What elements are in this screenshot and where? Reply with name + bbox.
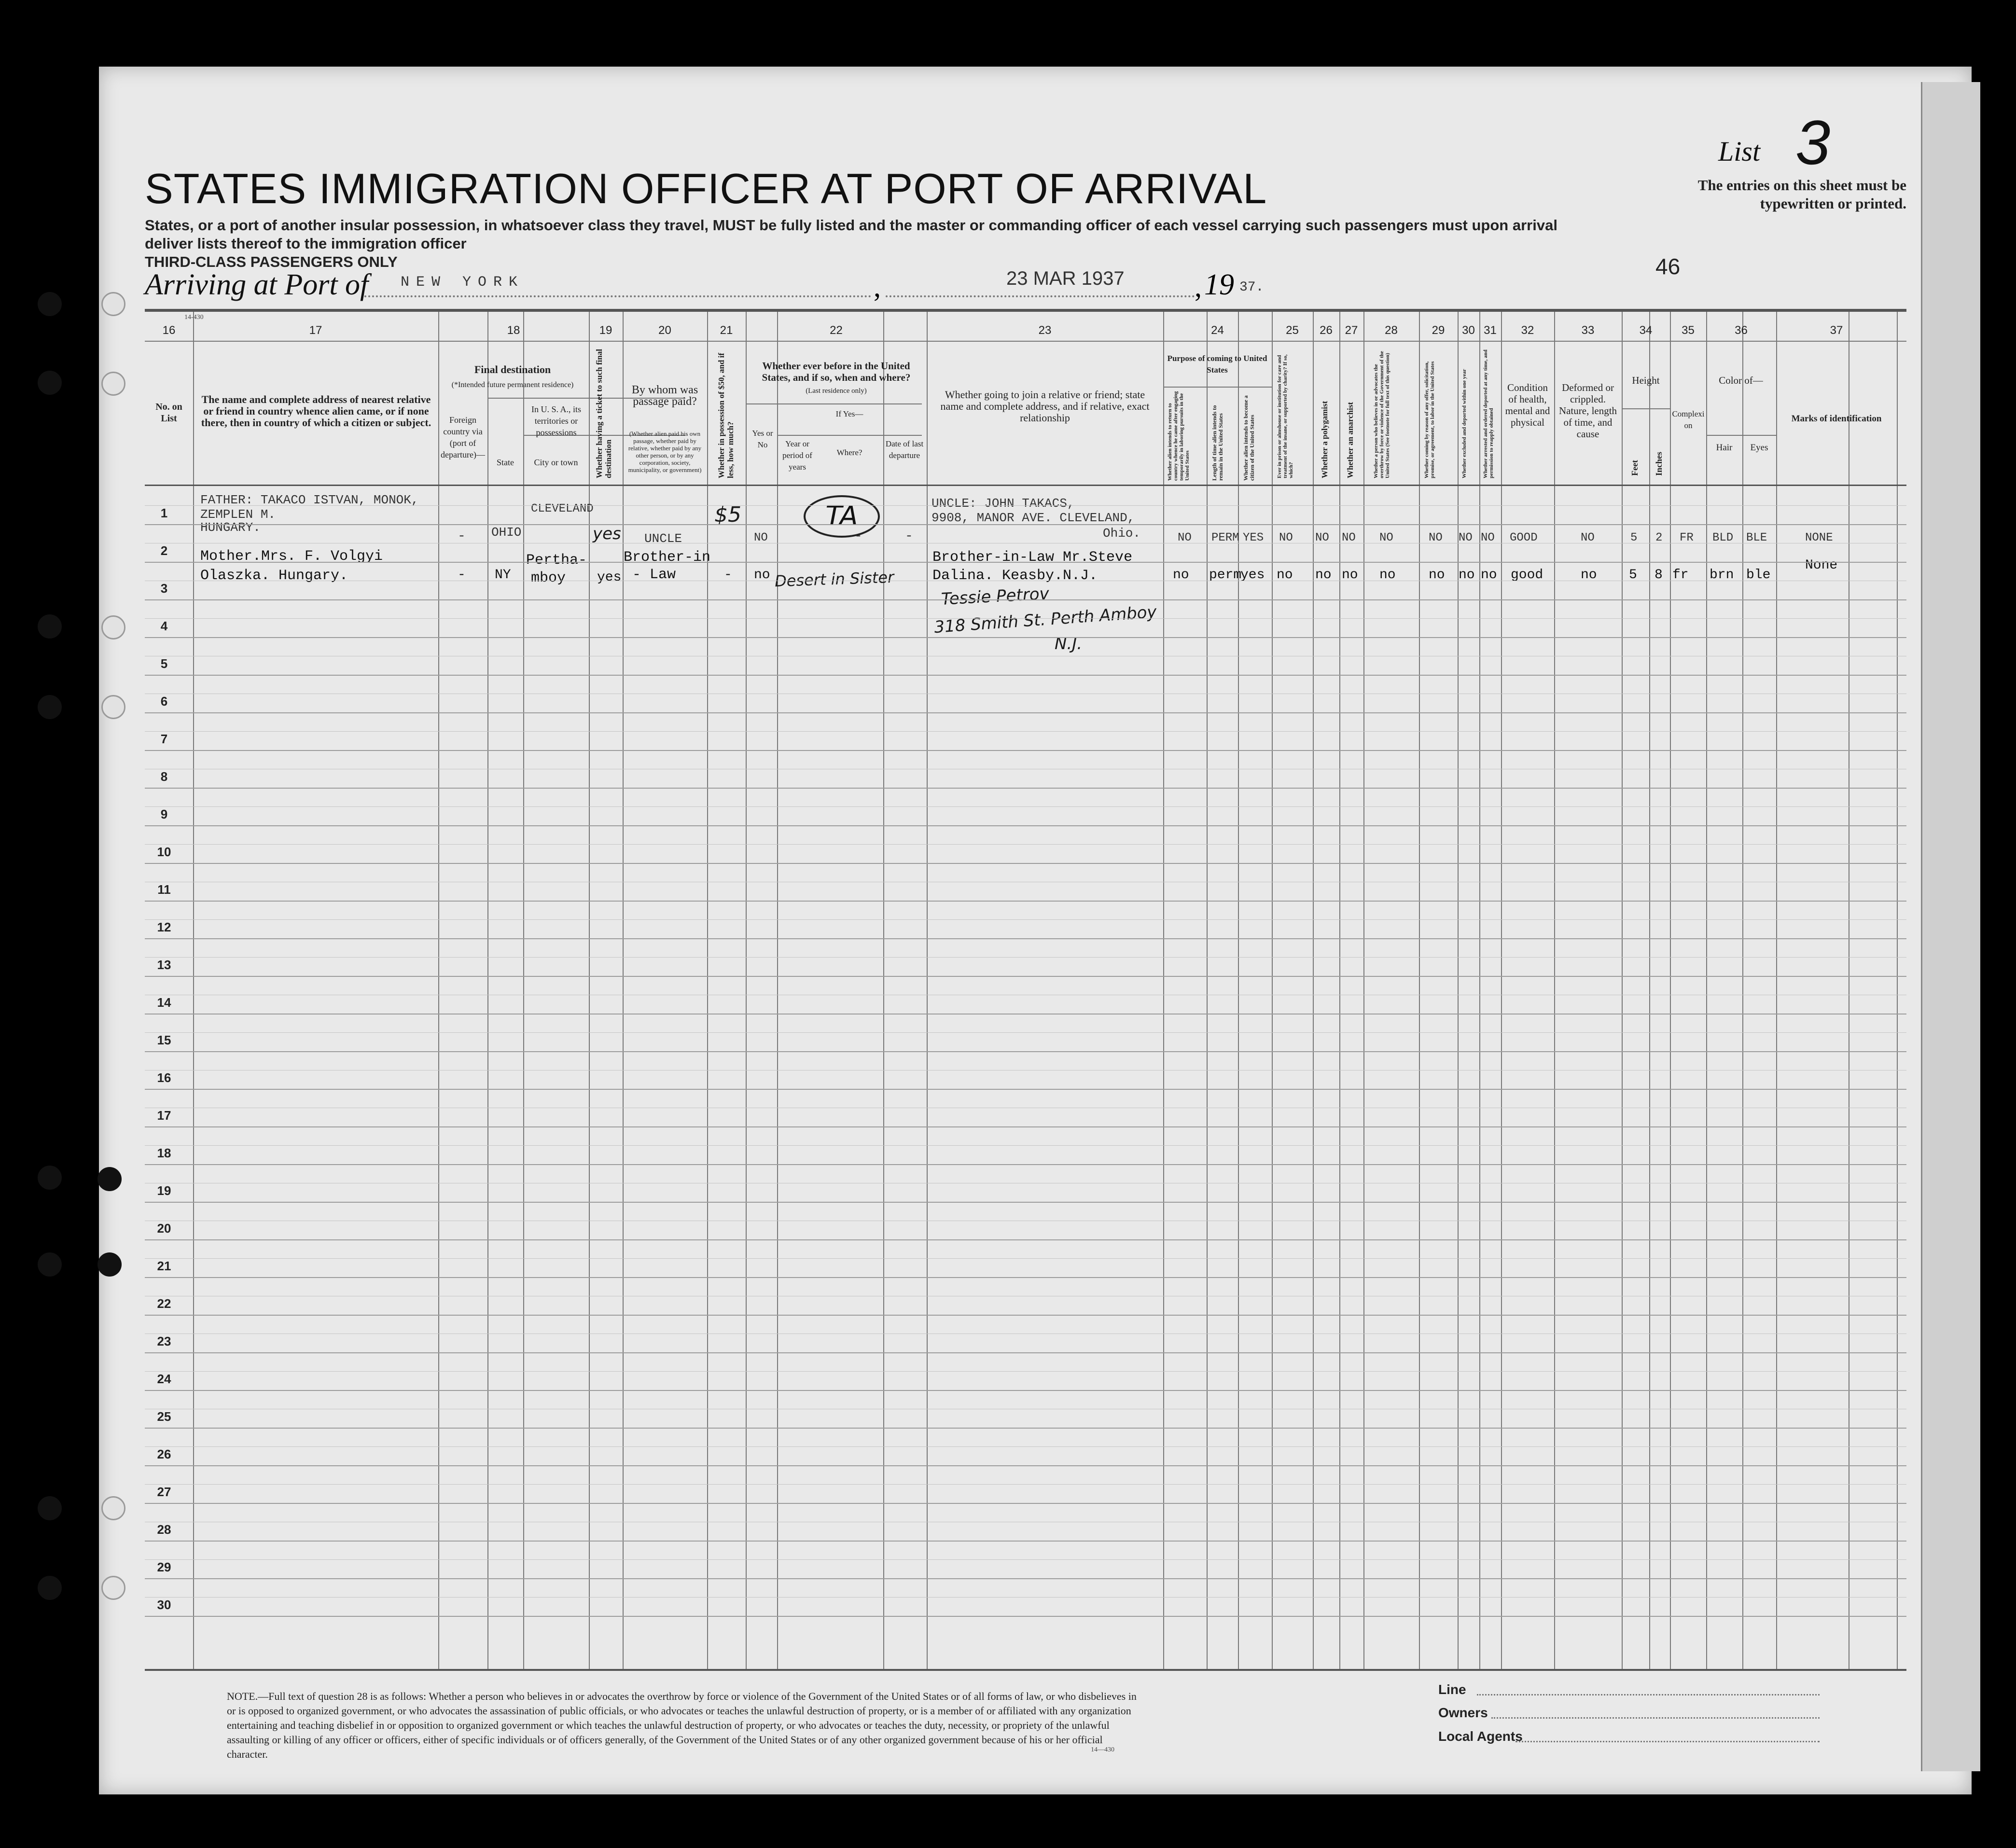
column-number: 35 xyxy=(1682,324,1695,337)
entry2-join-line2: Dalina. Keasby.N.J. xyxy=(932,568,1098,584)
entry1-ticket: yes xyxy=(593,524,621,543)
header-health: Condition of health, mental and physical xyxy=(1505,382,1550,428)
entry1-labor: NO xyxy=(1429,531,1443,544)
arriving-label: Arriving at Port of xyxy=(145,268,369,301)
intro-line: States, or a port of another insular possession, in whatsoever class they travel, MUST be fully listed and the master or commanding officer of each vessel carrying such passengers must upon arrival deliver lists thereof to the immigration officer xyxy=(145,217,1557,252)
row-line xyxy=(145,750,1906,751)
binder-hole xyxy=(38,614,62,639)
header-overthrow: Whether a person who believes in or advocates the overthrow by force or violence of the Government of the United States (See footnote for full text of this question) xyxy=(1373,351,1390,478)
row-line xyxy=(145,863,1906,864)
column-number: 28 xyxy=(1385,324,1398,337)
entry2-inches: 8 xyxy=(1655,568,1663,583)
header-labor: Whether coming by reason of any offer, solicitation, promise, or agreement, to labor in the United States xyxy=(1424,361,1435,478)
column-number: 16 xyxy=(162,324,176,337)
port-line xyxy=(364,295,871,297)
entry2-excluded: no xyxy=(1459,568,1475,583)
header-eyes: Eyes xyxy=(1750,443,1768,453)
column-number: 31 xyxy=(1484,324,1497,337)
row-line xyxy=(145,788,1906,789)
row-number: 1 xyxy=(160,506,168,520)
row-number: 15 xyxy=(157,1033,171,1047)
binder-hole xyxy=(38,1166,62,1190)
header-anarchist: Whether an anarchist xyxy=(1346,402,1355,478)
header-yes-or-no: Yes or No xyxy=(752,429,773,449)
entry1-before-where: - xyxy=(854,529,862,544)
binder-hole xyxy=(97,1167,122,1191)
header-passage-paid: By whom was passage paid? xyxy=(631,384,698,408)
column-number: 37 xyxy=(1830,324,1843,337)
entry1-join-line2: 9908, MANOR AVE. CLEVELAND, xyxy=(932,511,1135,525)
header-deported: Whether arrested and ordered deported at any time, and permission to reapply obtained xyxy=(1483,349,1494,478)
row-number: 26 xyxy=(157,1447,171,1461)
entry2-city-line1: Pertha- xyxy=(526,552,587,569)
row-number: 17 xyxy=(157,1108,171,1123)
row-line xyxy=(145,1352,1906,1353)
footnote: NOTE.—Full text of question 28 is as follows: Whether a person who believes in or advocates the overthrow by force or violence of the Government of the United States or of all forms of law, or who disbelieves in or is opposed to organized government, or who advocates the assassination of public officials, or who advocates or teaches the unlawful destruction of property, or is a member of or affiliated with any organization entertaining and teaching disbelief in or opposition to organized government or which teaches the unlawful destruction of property, or who advocates or teaches the duty, necessity, or propriety of the unlawful assaulting or killing of any officer or officers, either of specific individuals or of officers generally, of the Government of the United States or of any other organized government because of his or her official character. xyxy=(227,1690,1137,1760)
row-number: 16 xyxy=(157,1070,171,1085)
header-purpose-length: Length of time alien intends to remain in the United States xyxy=(1211,405,1224,481)
sheet-number: 46 xyxy=(1655,254,1681,279)
column-number: 30 xyxy=(1462,324,1475,337)
arrival-date: 23 MAR 1937 xyxy=(1006,268,1125,289)
header-divider xyxy=(145,341,1906,342)
row-line xyxy=(145,1578,1906,1579)
entry1-overthrow: NO xyxy=(1379,531,1393,544)
row-number: 21 xyxy=(157,1259,171,1273)
entry1-relative-line1: FATHER: TAKACO ISTVAN, MONOK, xyxy=(200,493,419,507)
row-midline xyxy=(145,806,1906,807)
hand-note-line3: 318 Smith St. Perth Amboy xyxy=(933,602,1157,638)
header-height: Height xyxy=(1632,375,1660,386)
header-final-destination: Final destination xyxy=(474,363,551,375)
hand-note-line2: Tessie Petrov xyxy=(941,584,1050,609)
row-line xyxy=(145,524,1906,525)
row-line xyxy=(145,637,1906,638)
agents-field xyxy=(1515,1741,1820,1742)
row-midline xyxy=(145,1559,1906,1560)
header-divider xyxy=(1622,408,1670,409)
row-line xyxy=(145,1051,1906,1052)
entry1-before-date: - xyxy=(905,529,913,544)
header-before-in-us: Whether ever before in the United States, and if so, when and where? xyxy=(762,360,911,383)
header-polygamist: Whether a polygamist xyxy=(1320,401,1329,478)
entry1-deported: NO xyxy=(1481,531,1495,544)
manifest-table xyxy=(145,309,1906,1671)
row-number: 3 xyxy=(160,581,168,596)
year-prefix: 19 xyxy=(1204,268,1234,301)
row-number: 5 xyxy=(160,656,168,671)
column-number: 29 xyxy=(1432,324,1445,337)
header-inches: Inches xyxy=(1654,451,1664,476)
row-midline xyxy=(145,1145,1906,1146)
entry2-state: NY xyxy=(495,568,511,583)
agents-label: Local Agents xyxy=(1438,1729,1523,1744)
row-number: 12 xyxy=(157,920,171,934)
entry1-feet: 5 xyxy=(1630,531,1638,544)
owners-label: Owners xyxy=(1438,1705,1488,1720)
row-midline xyxy=(145,1597,1906,1598)
column-number: 17 xyxy=(309,324,322,337)
entry1-eyes: BLE xyxy=(1746,531,1767,544)
binder-hole xyxy=(38,292,62,316)
row-number: 9 xyxy=(160,807,168,821)
row-line xyxy=(145,825,1906,826)
row-number: 10 xyxy=(157,845,171,859)
header-passage-paid-sub: (Whether alien paid his own passage, whether paid by relative, whether paid by any other person, or by any corporation, society, municipality, or government) xyxy=(628,430,702,473)
comma: , xyxy=(874,271,881,303)
entry2-ticket: yes xyxy=(597,570,622,585)
header-deformed: Deformed or crippled. Nature, length of time, and cause xyxy=(1558,382,1617,440)
row-number: 22 xyxy=(157,1296,171,1311)
column-number: 32 xyxy=(1521,324,1534,337)
header-prison: Ever in prison or almshouse or institution for care and treatment of the insane, or supported by charity? If so, which? xyxy=(1277,354,1294,478)
row-line xyxy=(145,938,1906,939)
row-line xyxy=(145,1202,1906,1203)
header-marks: Marks of identification xyxy=(1791,414,1882,424)
column-number: 33 xyxy=(1581,324,1595,337)
header-complexion: Complexion xyxy=(1672,409,1705,430)
row-number: 14 xyxy=(157,995,171,1010)
binder-ring xyxy=(101,695,125,719)
line-label: Line xyxy=(1438,1682,1466,1697)
row-line xyxy=(145,1390,1906,1391)
header-final-destination-sub: (*Intended future permanent residence) xyxy=(451,381,574,389)
entry2-money: - xyxy=(724,568,732,583)
entry1-marks: NONE xyxy=(1805,531,1833,544)
entry2-labor: no xyxy=(1429,568,1445,583)
entry2-marks: None xyxy=(1805,558,1838,573)
binder-ring xyxy=(101,1576,125,1600)
row-midline xyxy=(145,1258,1906,1259)
row-line xyxy=(145,599,1906,600)
row-line xyxy=(145,1465,1906,1466)
entry2-deported: no xyxy=(1481,568,1497,583)
binder-hole xyxy=(97,1252,122,1277)
row-number: 25 xyxy=(157,1409,171,1424)
entry2-before: no xyxy=(754,568,770,583)
form-number: 14-430 xyxy=(184,314,204,321)
row-number: 6 xyxy=(160,694,168,709)
header-feet: Feet xyxy=(1630,460,1640,476)
row-midline xyxy=(145,957,1906,958)
entry1-relative-line2: ZEMPLEN M. xyxy=(200,507,276,522)
binder-ring xyxy=(101,615,125,639)
entry2-overthrow: no xyxy=(1379,568,1396,583)
entry2-prison: no xyxy=(1277,568,1293,583)
entry1-purpose-length: PERM xyxy=(1211,531,1239,544)
column-number: 36 xyxy=(1735,324,1748,337)
header-last-departure: Date of last departure xyxy=(885,439,924,460)
row-number: 11 xyxy=(157,882,171,897)
binder-ring xyxy=(101,372,125,396)
entry2-relative-line2: Olaszka. Hungary. xyxy=(200,568,348,584)
entry2-paid-by-line2: - Law xyxy=(632,567,676,583)
list-note: The entries on this sheet must be typewritten or printed. xyxy=(1697,177,1906,212)
intro-line: THIRD-CLASS PASSENGERS ONLY xyxy=(145,253,398,270)
hand-note-line4: N.J. xyxy=(1055,634,1083,653)
entry1-anarchist: NO xyxy=(1342,531,1356,544)
entry1-join-line3: Ohio. xyxy=(1103,526,1141,541)
entry1-excluded: NO xyxy=(1459,531,1473,544)
entry1-city: CLEVELAND xyxy=(531,502,594,515)
owners-field xyxy=(1491,1717,1820,1719)
entry2-health: good xyxy=(1511,568,1543,583)
column-number: 27 xyxy=(1345,324,1358,337)
hand-note-line1: Desert in Sister xyxy=(774,568,894,591)
port-name: NEW YORK xyxy=(401,274,525,291)
header-divider xyxy=(777,435,922,436)
column-number: 20 xyxy=(658,324,671,337)
row-midline xyxy=(145,505,1906,506)
entry2-join-line1: Brother-in-Law Mr.Steve xyxy=(932,549,1133,566)
entry1-deformed: NO xyxy=(1581,531,1595,544)
header-hair: Hair xyxy=(1716,443,1733,453)
row-number: 28 xyxy=(157,1522,171,1537)
header-year: Year or period of years xyxy=(782,439,812,472)
entry2-paid-by-line1: Brother-in xyxy=(624,549,711,566)
row-number: 27 xyxy=(157,1485,171,1499)
header-state: State xyxy=(497,458,514,467)
header-before-in-us-sub: (Last residence only) xyxy=(806,387,867,395)
row-line xyxy=(145,1164,1906,1165)
column-number: 25 xyxy=(1286,324,1299,337)
entry1-inches: 2 xyxy=(1655,531,1663,544)
binder-hole xyxy=(38,371,62,395)
year-suffix: 37. xyxy=(1239,280,1264,295)
row-number: 18 xyxy=(157,1146,171,1160)
entry2-foreign: - xyxy=(458,568,466,583)
column-number: 34 xyxy=(1639,324,1653,337)
entry1-foreign: - xyxy=(458,529,466,544)
column-number: 24 xyxy=(1211,324,1224,337)
row-line xyxy=(145,1277,1906,1278)
binder-hole xyxy=(38,1252,62,1277)
row-midline xyxy=(145,1371,1906,1372)
row-line xyxy=(145,976,1906,977)
column-number: 19 xyxy=(599,324,612,337)
row-number: 20 xyxy=(157,1221,171,1236)
row-line xyxy=(145,1616,1906,1617)
row-line xyxy=(145,1126,1906,1127)
header-divider xyxy=(1163,387,1272,388)
row-line xyxy=(145,712,1906,713)
entry1-purpose-return: NO xyxy=(1178,531,1192,544)
intro-text xyxy=(145,216,1593,271)
binder-ring xyxy=(101,1496,125,1520)
row-number: 19 xyxy=(157,1183,171,1198)
header-foreign-country: Foreign country via (port of departure)— xyxy=(441,415,485,459)
row-midline xyxy=(145,1484,1906,1485)
row-number: 13 xyxy=(157,958,171,972)
entry1-before: NO xyxy=(754,531,768,544)
row-number: 23 xyxy=(157,1334,171,1348)
row-midline xyxy=(145,1032,1906,1033)
row-line xyxy=(145,1541,1906,1542)
row-number: 30 xyxy=(157,1598,171,1612)
entry2-purpose-citizen: yes xyxy=(1240,568,1265,583)
binder-hole xyxy=(38,1576,62,1600)
ta-stamp: TA xyxy=(804,495,880,538)
entry1-purpose-citizen: YES xyxy=(1243,531,1264,544)
header-where: Where? xyxy=(836,448,862,457)
row-midline xyxy=(145,618,1906,619)
binder-ring xyxy=(101,292,125,316)
date-line xyxy=(886,295,1195,297)
row-line xyxy=(145,901,1906,902)
row-line xyxy=(145,1315,1906,1316)
entry1-join-line1: UNCLE: JOHN TAKACS, xyxy=(932,496,1075,511)
header-purpose: Purpose of coming to United States xyxy=(1167,354,1267,375)
entry1-health: GOOD xyxy=(1510,531,1538,544)
page-title: STATES IMMIGRATION OFFICER AT PORT OF ARRIVAL xyxy=(145,165,1267,212)
entry1-polygamist: NO xyxy=(1315,531,1329,544)
header-ticket: Whether having a ticket to such final destination xyxy=(595,349,613,478)
header-bottom xyxy=(145,485,1906,486)
entry2-eyes: ble xyxy=(1746,568,1771,583)
binder-hole xyxy=(38,695,62,719)
comma: , xyxy=(1195,271,1202,303)
row-line xyxy=(145,675,1906,676)
row-number: 2 xyxy=(160,543,168,558)
row-line xyxy=(145,562,1906,563)
entry2-feet: 5 xyxy=(1629,568,1637,583)
header-divider xyxy=(1706,435,1776,436)
entry1-relative-line3: HUNGARY. xyxy=(200,520,261,535)
row-line xyxy=(145,1503,1906,1504)
row-line xyxy=(145,1428,1906,1429)
header-purpose-citizen: Whether alien intends to become a citizen of the United States xyxy=(1242,395,1255,481)
entry1-money: $5 xyxy=(714,502,741,527)
entry1-prison: NO xyxy=(1279,531,1293,544)
row-midline xyxy=(145,731,1906,732)
column-number: 18 xyxy=(507,324,520,337)
header-city: City or town xyxy=(534,458,578,467)
row-number: 24 xyxy=(157,1372,171,1386)
column-number: 22 xyxy=(830,324,843,337)
column-number: 23 xyxy=(1038,324,1052,337)
header-nearest-relative: The name and complete address of nearest relative or friend in country whence alien came, or if none there, then in country of which a citizen or subject. xyxy=(201,393,431,429)
list-number: 3 xyxy=(1795,107,1831,178)
row-line xyxy=(145,1089,1906,1090)
header-purpose-return: Whether alien intends to return to country whence he came after engaging temporarily in laboring pursuits in the United States xyxy=(1167,391,1190,481)
entry1-complexion: FR xyxy=(1680,531,1694,544)
row-line xyxy=(145,1239,1906,1240)
entry2-relative-line1: Mother.Mrs. F. Volgyi xyxy=(200,548,383,565)
row-midline xyxy=(145,844,1906,845)
footer-form-number: 14—430 xyxy=(1091,1746,1114,1753)
entry2-complexion: fr xyxy=(1672,568,1689,583)
header-if-yes: If Yes— xyxy=(835,409,863,418)
header-usa: In U. S. A., its territories or possessions xyxy=(531,404,582,437)
entry2-purpose-length: perm xyxy=(1209,568,1242,583)
header-joining: Whether going to join a relative or friend; state name and complete address, and if relative, exact relationship xyxy=(940,389,1150,424)
binder-hole xyxy=(38,1496,62,1520)
row-number: 4 xyxy=(160,619,168,633)
row-number: 8 xyxy=(160,769,168,784)
column-number: 26 xyxy=(1320,324,1333,337)
entry2-polygamist: no xyxy=(1315,568,1332,583)
entry2-hair: brn xyxy=(1710,568,1734,583)
row-number: 29 xyxy=(157,1560,171,1574)
entry2-deformed: no xyxy=(1581,568,1597,583)
row-midline xyxy=(145,1446,1906,1447)
column-number: 21 xyxy=(720,324,733,337)
entry1-hair: BLD xyxy=(1712,531,1734,544)
sheet-edge xyxy=(1921,82,1980,1771)
header-color-of: Color of— xyxy=(1719,375,1763,386)
entry2-anarchist: no xyxy=(1342,568,1358,583)
row-midline xyxy=(145,919,1906,920)
header-divider xyxy=(746,403,922,404)
row-number: 7 xyxy=(160,732,168,746)
entry2-purpose-return: no xyxy=(1173,568,1189,583)
header-no-on-list: No. on List xyxy=(155,402,182,424)
header-money: Whether in possession of $50, and if less, how much? xyxy=(717,353,735,478)
entry1-paid-by: UNCLE xyxy=(644,531,682,546)
line-field xyxy=(1477,1694,1820,1695)
header-excluded: Whether excluded and deported within one year xyxy=(1461,369,1467,478)
entry2-city-line2: mboy xyxy=(531,570,566,586)
list-label: List xyxy=(1718,136,1761,167)
entry1-state: OHIO xyxy=(491,525,522,540)
